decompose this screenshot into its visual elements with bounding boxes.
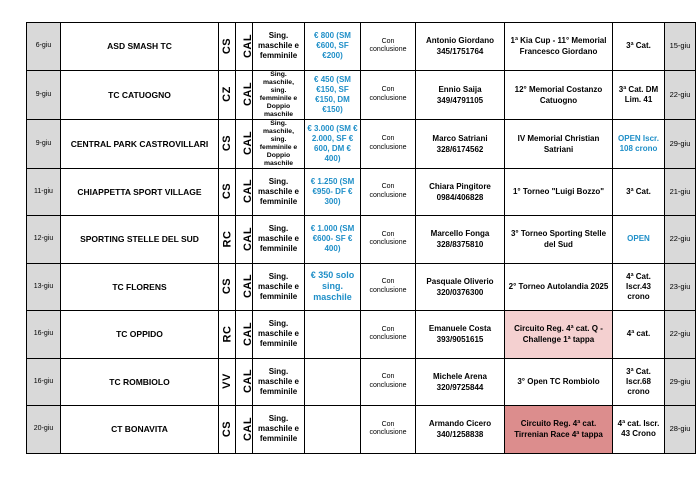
table-row [27,406,696,454]
club-name-cell: CT BONAVITA [61,406,219,454]
category-cell: Sing. maschile, sing. femminile e Doppio maschile [253,119,305,168]
start-date-cell: 9-giu [27,70,61,119]
province-cell [219,168,236,216]
contact-name: Chiara Pingitore [429,181,491,191]
table-row [27,311,696,359]
contact-phone: 328/8375810 [436,240,484,250]
contact-cell [416,168,505,216]
contact-name: Marco Satriani [432,133,488,143]
event-name-cell: 1° Torneo "Luigi Bozzo" [505,168,613,216]
contact-phone: 349/4791105 [436,95,484,105]
contact-phone: 393/9051615 [436,335,484,345]
prize-cell: € 1.000 (SM €600- SF € 400) [305,216,361,264]
contact-name: Emanuele Costa [428,324,492,334]
region-code: CAL [242,369,255,394]
tournament-type-cell: Con conclusione [361,119,416,168]
table-row [27,216,696,264]
table-row [27,358,696,406]
contact-phone: 328/6174562 [436,144,484,154]
contact-cell [416,406,505,454]
region-code: CAL [242,416,255,441]
contact-name: Michele Arena [433,371,487,381]
start-date-cell: 13-giu [27,263,61,311]
region-cell [236,23,253,71]
category-cell: Sing. maschile e femminile [253,216,305,264]
province-code: CS [221,134,234,152]
region-code: CAL [242,274,255,299]
start-date-cell: 9-giu [27,119,61,168]
end-date-cell: 28-giu [665,406,696,454]
contact-phone: 345/1751764 [436,47,484,57]
end-date-cell: 29-giu [665,119,696,168]
tournament-type-cell: Con conclusione [361,311,416,359]
tournament-type-cell: Con conclusione [361,406,416,454]
contact-phone: 0984/406828 [436,192,484,202]
contact-cell [416,70,505,119]
table-body [27,23,696,454]
table-row [27,23,696,71]
province-code: RC [221,325,234,343]
region-cell [236,70,253,119]
tournament-type-cell: Con conclusione [361,216,416,264]
province-cell [219,358,236,406]
classification-cell: 3ª Cat. [613,168,665,216]
region-code: CAL [242,226,255,251]
classification-cell: 4ª Cat. Iscr.43 crono [613,263,665,311]
province-cell [219,70,236,119]
region-cell [236,119,253,168]
province-cell [219,263,236,311]
start-date-cell: 16-giu [27,358,61,406]
table-row [27,168,696,216]
event-name-cell: IV Memorial Christian Satriani [505,119,613,168]
province-code: CS [221,37,234,54]
province-code: CS [221,420,234,437]
prize-cell: € 3.000 (SM € 2.000, SF € 600, DM € 400) [305,119,361,168]
event-name-cell: 12° Memorial Costanzo Catuogno [505,70,613,119]
start-date-cell: 6-giu [27,23,61,71]
category-cell: Sing. maschile e femminile [253,311,305,359]
province-code: CS [221,278,234,295]
province-cell [219,311,236,359]
category-cell: Sing. maschile, sing. femminile e Doppio maschile [253,70,305,119]
region-code: CAL [242,130,255,156]
classification-cell: 3ª Cat. [613,23,665,71]
prize-cell [305,358,361,406]
contact-cell [416,263,505,311]
classification-cell: 3ª Cat. DM Lim. 41 [613,70,665,119]
tournament-type-cell: Con conclusione [361,263,416,311]
classification-cell: 4ª cat. Iscr. 43 Crono [613,406,665,454]
province-code: RC [221,230,234,248]
region-cell [236,168,253,216]
contact-cell [416,216,505,264]
contact-name: Antonio Giordano [426,36,494,46]
contact-name: Ennio Saija [438,84,482,94]
tournament-type-cell: Con conclusione [361,23,416,71]
club-name-cell: CHIAPPETTA SPORT VILLAGE [61,168,219,216]
province-cell [219,23,236,71]
tournament-type-cell: Con conclusione [361,168,416,216]
classification-cell: 3ª Cat. Iscr.68 crono [613,358,665,406]
table-row [27,119,696,168]
region-code: CAL [242,33,255,58]
province-cell [219,406,236,454]
tournament-table [26,22,696,454]
category-cell: Sing. maschile e femminile [253,358,305,406]
category-cell: Sing. maschile e femminile [253,406,305,454]
end-date-cell: 21-giu [665,168,696,216]
start-date-cell: 20-giu [27,406,61,454]
event-name-cell: Circuito Reg. 4ª cat. Tirrenian Race 4ª tappa [505,406,613,454]
club-name-cell: TC FLORENS [61,263,219,311]
table-row [27,70,696,119]
event-name-cell: Circuito Reg. 4ª cat. Q - Challenge 1ª tappa [505,311,613,359]
end-date-cell: 29-giu [665,358,696,406]
prize-cell: € 800 (SM €600, SF €200) [305,23,361,71]
table-row [27,263,696,311]
category-cell: Sing. maschile e femminile [253,23,305,71]
prize-cell [305,311,361,359]
start-date-cell: 11-giu [27,168,61,216]
club-name-cell: CENTRAL PARK CASTROVILLARI [61,119,219,168]
category-cell: Sing. maschile e femminile [253,168,305,216]
end-date-cell: 23-giu [665,263,696,311]
end-date-cell: 22-giu [665,70,696,119]
region-cell [236,263,253,311]
club-name-cell: TC CATUOGNO [61,70,219,119]
tournament-type-cell: Con conclusione [361,70,416,119]
contact-name: Pasquale Oliverio [426,276,494,286]
contact-phone: 320/9725844 [436,382,484,392]
event-name-cell: 3° Torneo Sporting Stelle del Sud [505,216,613,264]
contact-cell [416,23,505,71]
contact-cell [416,311,505,359]
contact-name: Armando Cicero [428,419,492,429]
club-name-cell: TC OPPIDO [61,311,219,359]
region-code: CAL [242,81,255,107]
province-code: CZ [220,86,233,102]
region-cell [236,358,253,406]
classification-cell: OPEN Iscr. 108 crono [613,119,665,168]
province-code: CS [221,183,234,200]
category-cell: Sing. maschile e femminile [253,263,305,311]
tournament-type-cell: Con conclusione [361,358,416,406]
club-name-cell: ASD SMASH TC [61,23,219,71]
region-code: CAL [242,321,255,346]
region-cell [236,406,253,454]
start-date-cell: 12-giu [27,216,61,264]
province-code: VV [221,373,233,390]
end-date-cell: 15-giu [665,23,696,71]
event-name-cell: 1ª Kia Cup - 11° Memorial Francesco Giordano [505,23,613,71]
end-date-cell: 22-giu [665,311,696,359]
classification-cell: 4ª cat. [613,311,665,359]
contact-phone: 320/0376300 [436,287,484,297]
club-name-cell: SPORTING STELLE DEL SUD [61,216,219,264]
province-cell [219,119,236,168]
contact-cell [416,358,505,406]
region-cell [236,311,253,359]
contact-phone: 340/1258838 [436,430,484,440]
region-code: CAL [242,179,255,204]
contact-name: Marcello Fonga [430,229,490,239]
prize-cell: € 450 (SM €150, SF €150, DM €150) [305,70,361,119]
event-name-cell: 2° Torneo Autolandia 2025 [505,263,613,311]
prize-cell [305,406,361,454]
classification-cell: OPEN [613,216,665,264]
region-cell [236,216,253,264]
end-date-cell: 22-giu [665,216,696,264]
event-name-cell: 3° Open TC Rombiolo [505,358,613,406]
club-name-cell: TC ROMBIOLO [61,358,219,406]
prize-cell: € 1.250 (SM €950- DF € 300) [305,168,361,216]
prize-cell: € 350 solo sing. maschile [305,263,361,311]
contact-cell [416,119,505,168]
start-date-cell: 16-giu [27,311,61,359]
province-cell [219,216,236,264]
